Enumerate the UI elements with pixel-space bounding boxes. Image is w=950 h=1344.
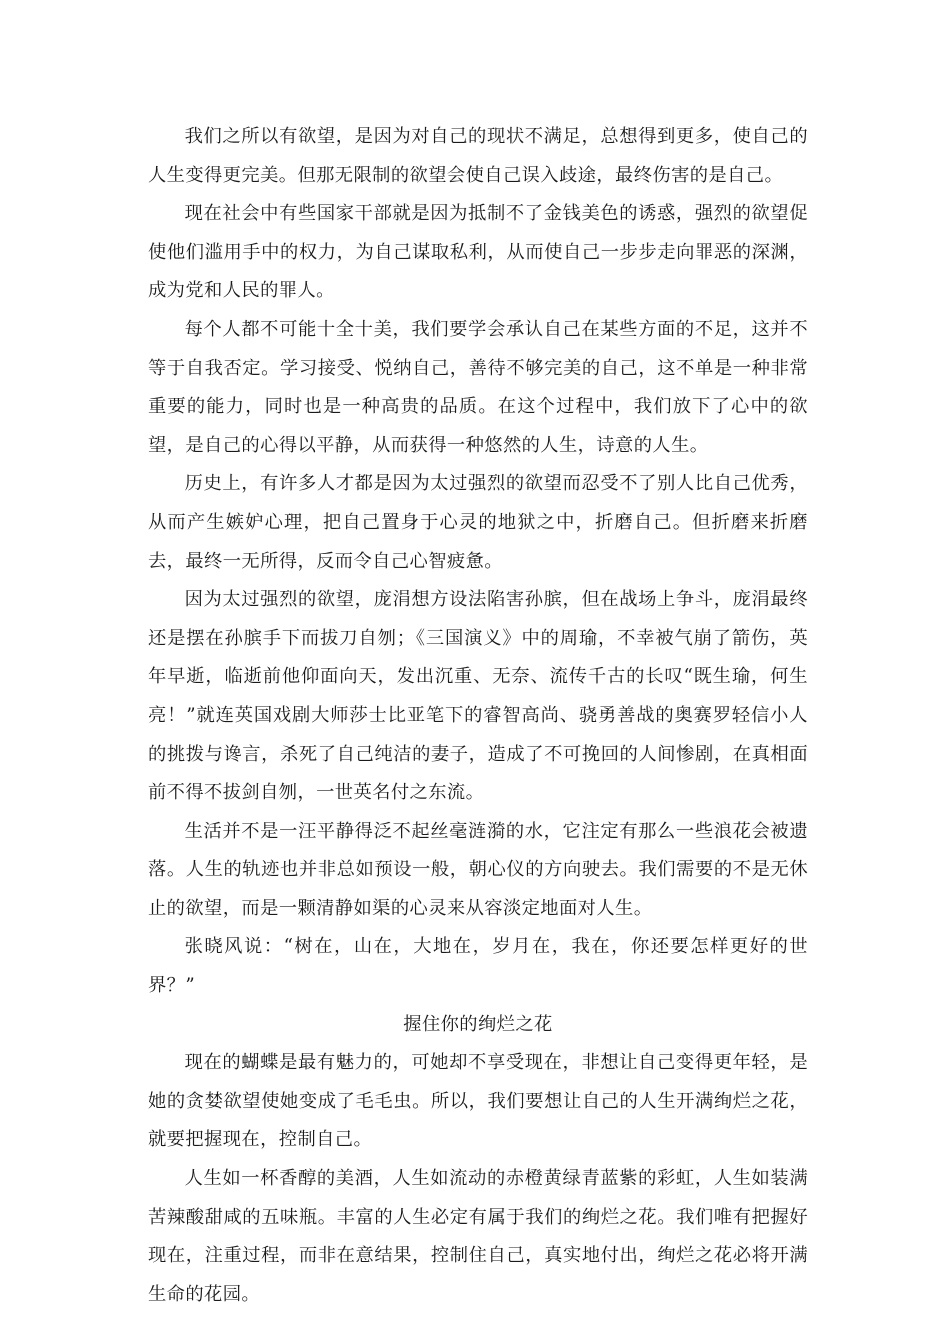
section-heading: 握住你的绚烂之花 xyxy=(403,1013,553,1035)
paragraph: 我们之所以有欲望，是因为对自己的现状不满足，总想得到更多，使自己的人生变得更完美。但那无限制的欲望会使自己误入歧途，最终伤害的是自己。 xyxy=(148,126,808,186)
paragraph: 每个人都不可能十全十美，我们要学会承认自己在某些方面的不足，这并不等于自我否定。学习接受、悦纳自己，善待不够完美的自己，这不单是一种非常重要的能力，同时也是一种高贵的品质。在这个过程中，我们放下了心中的欲望，是自己的心得以平静，从而获得一种悠然的人生，诗意的人生。 xyxy=(148,318,808,456)
document-page xyxy=(148,118,808,1314)
quote-paragraph: 张晓风说：“树在，山在，大地在，岁月在，我在，你还要怎样更好的世界？” xyxy=(148,936,808,997)
paragraph: 历史上，有许多人才都是因为太过强烈的欲望而忍受不了别人比自己优秀，从而产生嫉妒心理，把自己置身于心灵的地狱之中，折磨自己。但折磨来折磨去，最终一无所得，反而令自己心智疲惫。 xyxy=(148,473,808,572)
paragraph: 现在的蝴蝶是最有魅力的，可她却不享受现在，非想让自己变得更年轻，是她的贪婪欲望使她变成了毛毛虫。所以，我们要想让自己的人生开满绚烂之花，就要把握现在，控制自己。 xyxy=(148,1052,808,1151)
paragraph: 人生如一杯香醇的美酒，人生如流动的赤橙黄绿青蓝紫的彩虹，人生如装满苦辣酸甜咸的五味瓶。丰富的人生必定有属于我们的绚烂之花。我们唯有把握好现在，注重过程，而非在意结果，控制住自己，真实地付出，绚烂之花必将开满生命的花园。 xyxy=(148,1168,808,1305)
paragraph: 现在社会中有些国家干部就是因为抵制不了金钱美色的诱惑，强烈的欲望促使他们滥用手中的权力，为自己谋取私利，从而使自己一步步走向罪恶的深渊，成为党和人民的罪人。 xyxy=(148,203,808,302)
paragraph: 生活并不是一汪平静得泛不起丝毫涟漪的水，它注定有那么一些浪花会被遗落。人生的轨迹也并非总如预设一般，朝心仪的方向驶去。我们需要的不是无休止的欲望，而是一颗清静如渠的心灵来从容淡定地面对人生。 xyxy=(148,820,808,919)
paragraph: 因为太过强烈的欲望，庞涓想方设法陷害孙膑，但在战场上争斗，庞涓最终还是摆在孙膑手下而拔刀自刎；《三国演义》中的周瑜，不幸被气崩了箭伤，英年早逝，临逝前他仰面向天，发出沉重、无奈、流传千古的长叹“既生瑜，何生亮！”就连英国戏剧大师莎士比亚笔下的睿智高尚、骁勇善战的奥赛罗轻信小人的挑拨与谗言，杀死了自己纯洁的妻子，造成了不可挽回的人间惨剧，在真相面前不得不拔剑自刎，一世英名付之东流。 xyxy=(148,589,808,804)
